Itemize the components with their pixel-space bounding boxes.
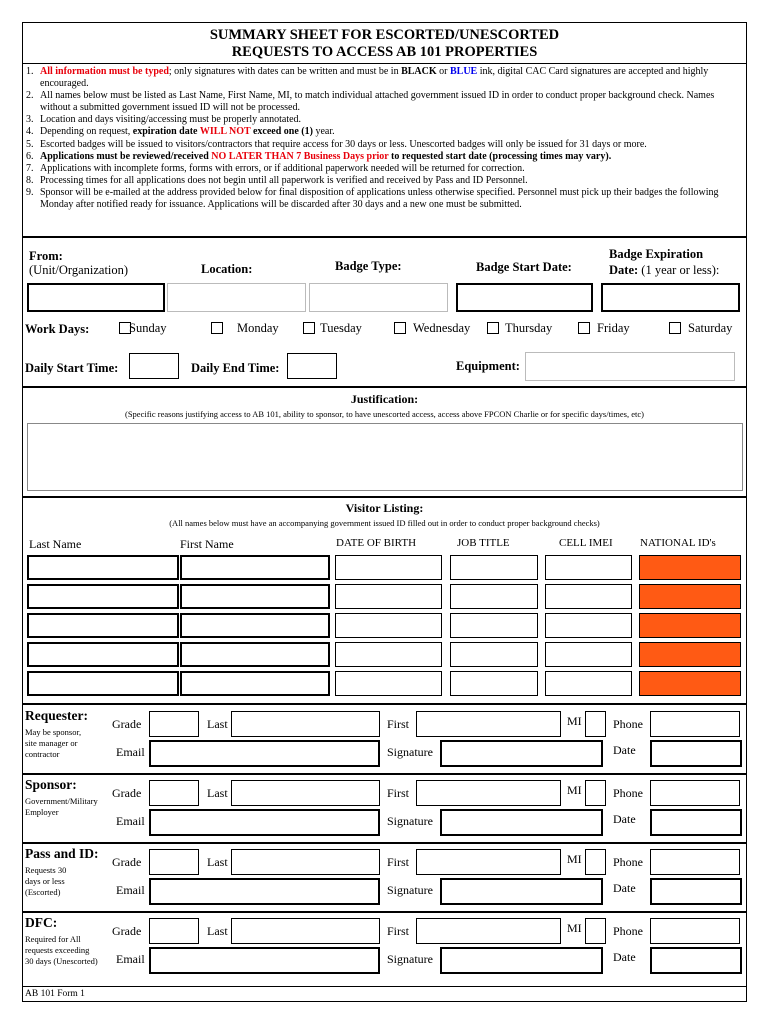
badge-expiration-limit: (1 year or less): [638,263,720,277]
sponsor-mi-input[interactable] [585,780,606,806]
divider [23,63,746,64]
sponsor-description: Employer [25,807,59,817]
dfc-title: DFC: [25,915,58,930]
instruction-text [40,139,744,151]
visitor-national-id-input[interactable] [639,671,741,696]
divider [23,386,746,388]
dfc-last-name-input[interactable] [231,918,380,944]
checkbox-tuesday[interactable] [303,322,315,334]
badge-expiration-label: Badge Expiration [609,247,704,261]
visitor-cell-imei-input[interactable] [545,642,632,667]
instruction-text-part: BLACK [401,66,437,77]
sponsor-grade-input[interactable] [149,780,199,806]
visitor-last-name-input[interactable] [27,613,179,638]
visitor-job-title-input[interactable] [450,584,538,609]
badge-start-date-input[interactable] [456,283,593,312]
requester-signature-input[interactable] [440,740,603,767]
instruction-text-part: Applications must be reviewed/received [40,150,212,162]
instruction-item [26,151,744,163]
visitor-job-title-input[interactable] [450,555,538,580]
instruction-text-part: Escorted badges will be issued to visitors/contractors that require access for 30 days or less. Unescorted badges will only be issued for 31 days or more. [40,138,647,150]
form-title [23,27,746,61]
instruction-text-part: or [436,66,450,77]
divider [23,986,746,987]
pass-and-id-first-name-input[interactable] [416,849,561,875]
visitor-job-title-input[interactable] [450,671,538,696]
visitor-date-of-birth-input[interactable] [335,642,442,667]
visitor-date-of-birth-input[interactable] [335,584,442,609]
instruction-text [40,66,744,90]
daily-end-time-input[interactable] [287,353,337,379]
instruction-text-part: All information must be typed [40,66,169,77]
visitor-cell-imei-input[interactable] [545,613,632,638]
instruction-number: 4. [26,126,34,138]
mi-label: MI [567,714,582,728]
visitor-header-cell: Last Name [29,537,82,551]
form-page [22,22,747,1002]
instruction-text-part: BLUE [450,66,478,77]
form-number: AB 101 Form 1 [25,989,85,999]
visitor-cell-imei-input[interactable] [545,584,632,609]
visitor-last-name-input[interactable] [27,555,179,580]
checkbox-saturday[interactable] [669,322,681,334]
sponsor-email-input[interactable] [149,809,380,836]
day-label-tuesday: Tuesday [320,321,362,335]
dfc-description: Required for All [25,934,81,944]
visitor-national-id-input[interactable] [639,642,741,667]
divider [23,773,746,775]
visitor-first-name-input[interactable] [180,642,330,667]
pass-and-id-grade-input[interactable] [149,849,199,875]
visitor-header-cell: NATIONAL ID's [640,537,716,549]
checkbox-monday[interactable] [211,322,223,334]
email-label: Email [116,952,145,966]
visitor-header-cell: DATE OF BIRTH [336,537,417,549]
checkbox-thursday[interactable] [487,322,499,334]
pass-and-id-signature-input[interactable] [440,878,603,905]
instruction-text [40,114,744,126]
daily-start-time-input[interactable] [129,353,179,379]
pass-and-id-mi-input[interactable] [585,849,606,875]
location-input[interactable] [167,283,306,312]
divider [23,911,746,913]
visitor-last-name-input[interactable] [27,642,179,667]
mi-label: MI [567,921,582,935]
pass-and-id-last-name-input[interactable] [231,849,380,875]
visitor-header-cell: JOB TITLE [457,537,510,549]
date-label: Date [613,743,636,757]
visitor-date-of-birth-input[interactable] [335,671,442,696]
dfc-signature-input[interactable] [440,947,603,974]
visitor-first-name-input[interactable] [180,671,330,696]
email-label: Email [116,745,145,759]
dfc-email-input[interactable] [149,947,380,974]
sponsor-description: Government/Military [25,796,98,806]
badge-expiration-date-word: Date: [609,263,639,277]
checkbox-friday[interactable] [578,322,590,334]
instruction-text-part: Sponsor will be e-mailed at the address provided below for final disposition of applications unless otherwise specified. Personnel must pick up their badges the following Monday after notified ready for issuance. Applications will be discarded after 30 days and a new one must be submitted. [40,186,719,211]
last-label: Last [207,924,228,938]
visitor-date-of-birth-input[interactable] [335,555,442,580]
divider [23,236,746,238]
signature-label: Signature [387,814,433,828]
pass-and-id-description: Requests 30 [25,865,67,875]
requester-grade-input[interactable] [149,711,199,737]
requester-date-input[interactable] [650,740,742,767]
grade-label: Grade [112,924,142,938]
pass-and-id-date-input[interactable] [650,878,742,905]
divider [23,842,746,844]
from-input[interactable] [27,283,165,312]
instruction-text-part: ; only signatures with dates can be written and must be in [168,66,402,77]
visitor-listing-title: Visitor Listing: [345,501,424,515]
dfc-date-input[interactable] [650,947,742,974]
from-sublabel: (Unit/Organization) [29,263,129,277]
day-label-sunday: Sunday [129,321,167,335]
day-label-thursday: Thursday [505,321,553,335]
last-label: Last [207,717,228,731]
instruction-number: 5. [26,138,34,150]
pass-and-id-description: days or less [25,876,65,886]
mi-label: MI [567,783,582,797]
instruction-item [26,90,744,114]
sponsor-phone-input[interactable] [650,780,740,806]
date-label: Date [613,950,636,964]
email-label: Email [116,883,145,897]
requester-last-name-input[interactable] [231,711,380,737]
date-label: Date [613,812,636,826]
instruction-item [26,139,744,151]
signature-label: Signature [387,745,433,759]
instruction-text-part: exceed one (1) [250,126,316,138]
instructions-list [26,66,744,211]
visitor-date-of-birth-input[interactable] [335,613,442,638]
sponsor-title: Sponsor: [25,777,77,792]
instruction-item [26,126,744,138]
justification-subtitle: (Specific reasons justifying access to AB 101, ability to sponsor, to have unescorted access, access above FPCON Charlie or for specific days/times, etc) [125,409,644,419]
last-label: Last [207,855,228,869]
mi-label: MI [567,852,582,866]
first-label: First [387,924,410,938]
email-label: Email [116,814,145,828]
grade-label: Grade [112,786,142,800]
first-label: First [387,855,410,869]
instruction-text [40,90,744,114]
pass-and-id-title: Pass and ID: [25,846,99,861]
checkbox-wednesday[interactable] [394,322,406,334]
requester-description: site manager or [25,738,78,748]
requester-mi-input[interactable] [585,711,606,737]
requester-description: May be sponsor, [25,727,82,737]
justification-input[interactable] [27,423,743,491]
justification-title: Justification: [350,392,419,406]
sponsor-signature-input[interactable] [440,809,603,836]
first-label: First [387,786,410,800]
phone-label: Phone [613,855,643,869]
instruction-text-part: Processing times for all applications does not begin until all paperwork is verified and received by Pass and ID Personnel. [40,174,528,186]
instruction-item [26,114,744,126]
first-label: First [387,717,410,731]
instruction-number: 3. [26,114,34,126]
dfc-phone-input[interactable] [650,918,740,944]
signature-label: Signature [387,952,433,966]
phone-label: Phone [613,924,643,938]
visitor-job-title-input[interactable] [450,642,538,667]
day-label-saturday: Saturday [688,321,733,335]
pass-and-id-phone-input[interactable] [650,849,740,875]
pass-and-id-email-input[interactable] [149,878,380,905]
instruction-text-part: All names below must be listed as Last Name, First Name, MI, to match individual attached government issued ID in order to conduct proper background check. Names without a submitted government issued ID will not be processed. [40,90,715,114]
instruction-text-part: ink, digital CAC Card signatures are accepted and highly encouraged. [40,66,709,90]
sponsor-last-name-input[interactable] [231,780,380,806]
visitor-job-title-input[interactable] [450,613,538,638]
visitor-cell-imei-input[interactable] [545,555,632,580]
divider [23,703,746,705]
visitor-last-name-input[interactable] [27,671,179,696]
instruction-text-part: WILL NOT [199,126,251,138]
instruction-text-part: Location and days visiting/accessing must be properly annotated. [40,114,302,126]
instruction-number: 1. [26,66,34,77]
visitor-first-name-input[interactable] [180,555,330,580]
phone-label: Phone [613,717,643,731]
daily-end-time-label: Daily End Time: [191,361,280,375]
instruction-number: 2. [26,90,34,102]
instruction-text-part: Depending on request, [40,126,133,138]
visitor-national-id-input[interactable] [639,584,741,609]
dfc-mi-input[interactable] [585,918,606,944]
instruction-text-part: NO LATER THAN 7 Business Days prior [211,150,389,162]
dfc-grade-input[interactable] [149,918,199,944]
visitor-listing-subtitle: (All names below must have an accompanying government issued ID filled out in order to conduct proper background checks) [169,518,600,528]
sponsor-date-input[interactable] [650,809,742,836]
dfc-description: requests exceeding [25,945,90,955]
day-label-friday: Friday [597,321,630,335]
requester-email-input[interactable] [149,740,380,767]
instruction-text [40,151,744,163]
instruction-text-part: Applications with incomplete forms, forms with errors, or if additional paperwork needed will be returned for correction. [40,162,525,174]
daily-start-time-label: Daily Start Time: [25,361,119,375]
visitor-national-id-input[interactable] [639,613,741,638]
work-days-label: Work Days: [25,322,90,336]
requester-title: Requester: [25,708,88,723]
instruction-text-part: expiration date [132,126,200,138]
instruction-text-part: to requested start date (processing times may vary). [388,150,612,162]
pass-and-id-description: (Escorted) [25,887,61,897]
badge-type-input[interactable] [309,283,448,312]
visitor-first-name-input[interactable] [180,584,330,609]
instruction-text [40,187,744,211]
badge-type-label: Badge Type: [335,259,402,273]
instruction-number: 9. [26,186,34,198]
instruction-number: 6. [26,150,34,162]
visitor-header-cell: First Name [180,537,234,551]
instruction-text [40,126,744,138]
equipment-input[interactable] [525,352,735,381]
instruction-item [26,175,744,187]
last-label: Last [207,786,228,800]
instruction-number: 8. [26,174,34,186]
instruction-text [40,175,744,187]
phone-label: Phone [613,786,643,800]
requester-phone-input[interactable] [650,711,740,737]
badge-expiration-sublabel [609,263,719,277]
date-label: Date [613,881,636,895]
day-label-monday: Monday [237,321,279,335]
divider [23,496,746,498]
instruction-item [26,187,744,211]
form-title-line1: SUMMARY SHEET FOR ESCORTED/UNESCORTED [209,27,560,43]
visitor-header-cell: CELL IMEI [559,537,613,549]
visitor-last-name-input[interactable] [27,584,179,609]
grade-label: Grade [112,717,142,731]
location-label: Location: [201,262,253,276]
from-label: From: [29,249,63,263]
signature-label: Signature [387,883,433,897]
instruction-text [40,163,744,175]
dfc-description: 30 days (Unescorted) [25,956,98,966]
instruction-item [26,66,744,90]
visitor-first-name-input[interactable] [180,613,330,638]
instruction-number: 7. [26,162,34,174]
badge-start-label: Badge Start Date: [476,260,572,274]
badge-expiration-date-input[interactable] [601,283,740,312]
requester-first-name-input[interactable] [416,711,561,737]
dfc-first-name-input[interactable] [416,918,561,944]
form-title-line2: REQUESTS TO ACCESS AB 101 PROPERTIES [231,44,538,60]
visitor-national-id-input[interactable] [639,555,741,580]
equipment-label: Equipment: [456,359,520,373]
sponsor-first-name-input[interactable] [416,780,561,806]
visitor-cell-imei-input[interactable] [545,671,632,696]
grade-label: Grade [112,855,142,869]
instruction-text-part: year. [315,126,335,138]
day-label-wednesday: Wednesday [413,321,471,335]
instruction-item [26,163,744,175]
requester-description: contractor [25,749,60,759]
